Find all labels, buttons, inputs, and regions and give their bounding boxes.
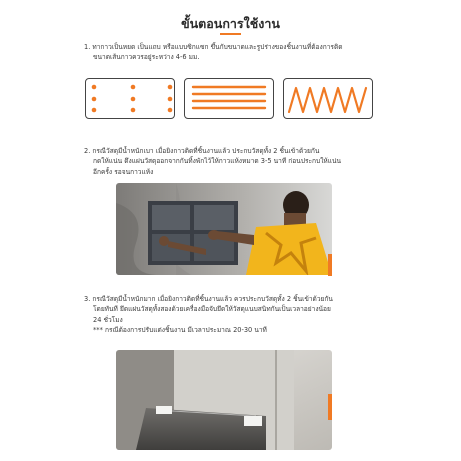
- page-title: ขั้นตอนการใช้งาน: [181, 16, 280, 31]
- zigzag-pattern-icon: [284, 79, 372, 118]
- photo-1-accent: [328, 254, 332, 276]
- step-3-text: [84, 294, 333, 336]
- step-3-line: 24 ชั่วโมง: [93, 315, 123, 324]
- zigzag-pattern-box: [283, 78, 373, 119]
- step-3-photo: [116, 350, 332, 450]
- step-2-photo: [116, 183, 332, 275]
- dots-pattern-icon: [86, 79, 174, 118]
- photo-2-accent: [328, 394, 332, 420]
- stripes-pattern-box: [184, 78, 274, 119]
- step-1-line: 1. ทากาวเป็นหยด เป็นแถบ หรือแบบซิกแซก ขึ้นกับขนาดและรูปร่างของชิ้นงานที่ต้องการติด: [84, 43, 343, 51]
- dots-pattern-box: [85, 78, 175, 119]
- step-3-note: *** กรณีต้องการปรับแต่งชิ้นงาน มีเวลาประมาณ 20-30 นาที: [93, 326, 267, 335]
- step-2-line: กดให้แน่น ดึงแผ่นวัสดุออกจากกันทิ้งพักไว้ให้กาวแห้งหมาด 3-5 นาที ก่อนประกบให้แน่น: [93, 157, 342, 166]
- step-2-line: อีกครั้ง รอจนกาวแห้ง: [93, 167, 154, 176]
- step-1-line: ขนาดเส้นกาวควรอยู่ระหว่าง 4-6 มม.: [93, 53, 200, 62]
- stripes-pattern-icon: [185, 79, 273, 118]
- step-2-text: [84, 146, 341, 177]
- step-3-line: โดยทันที ยึดแผ่นวัสดุทั้งสองด้วยเครื่องมือจับยึดให้วัสดุแนบสนิทกันเป็นเวลาอย่างน้อย: [93, 305, 331, 314]
- title-underline: [220, 33, 241, 35]
- step-2-line: 2. กรณีวัสดุมีน้ำหนักเบา เมื่อยิงกาวติดที่ชิ้นงานแล้ว ประกบวัสดุทั้ง 2 ชิ้นเข้าด้วยกัน: [84, 147, 320, 155]
- step-1-text: [84, 42, 343, 63]
- step-3-line: 3. กรณีวัสดุมีน้ำหนักมาก เมื่อยิงกาวติดที่ชิ้นงานแล้ว ควรประกบวัสดุทั้ง 2 ชิ้นเข้าด้วยกัน: [84, 295, 333, 303]
